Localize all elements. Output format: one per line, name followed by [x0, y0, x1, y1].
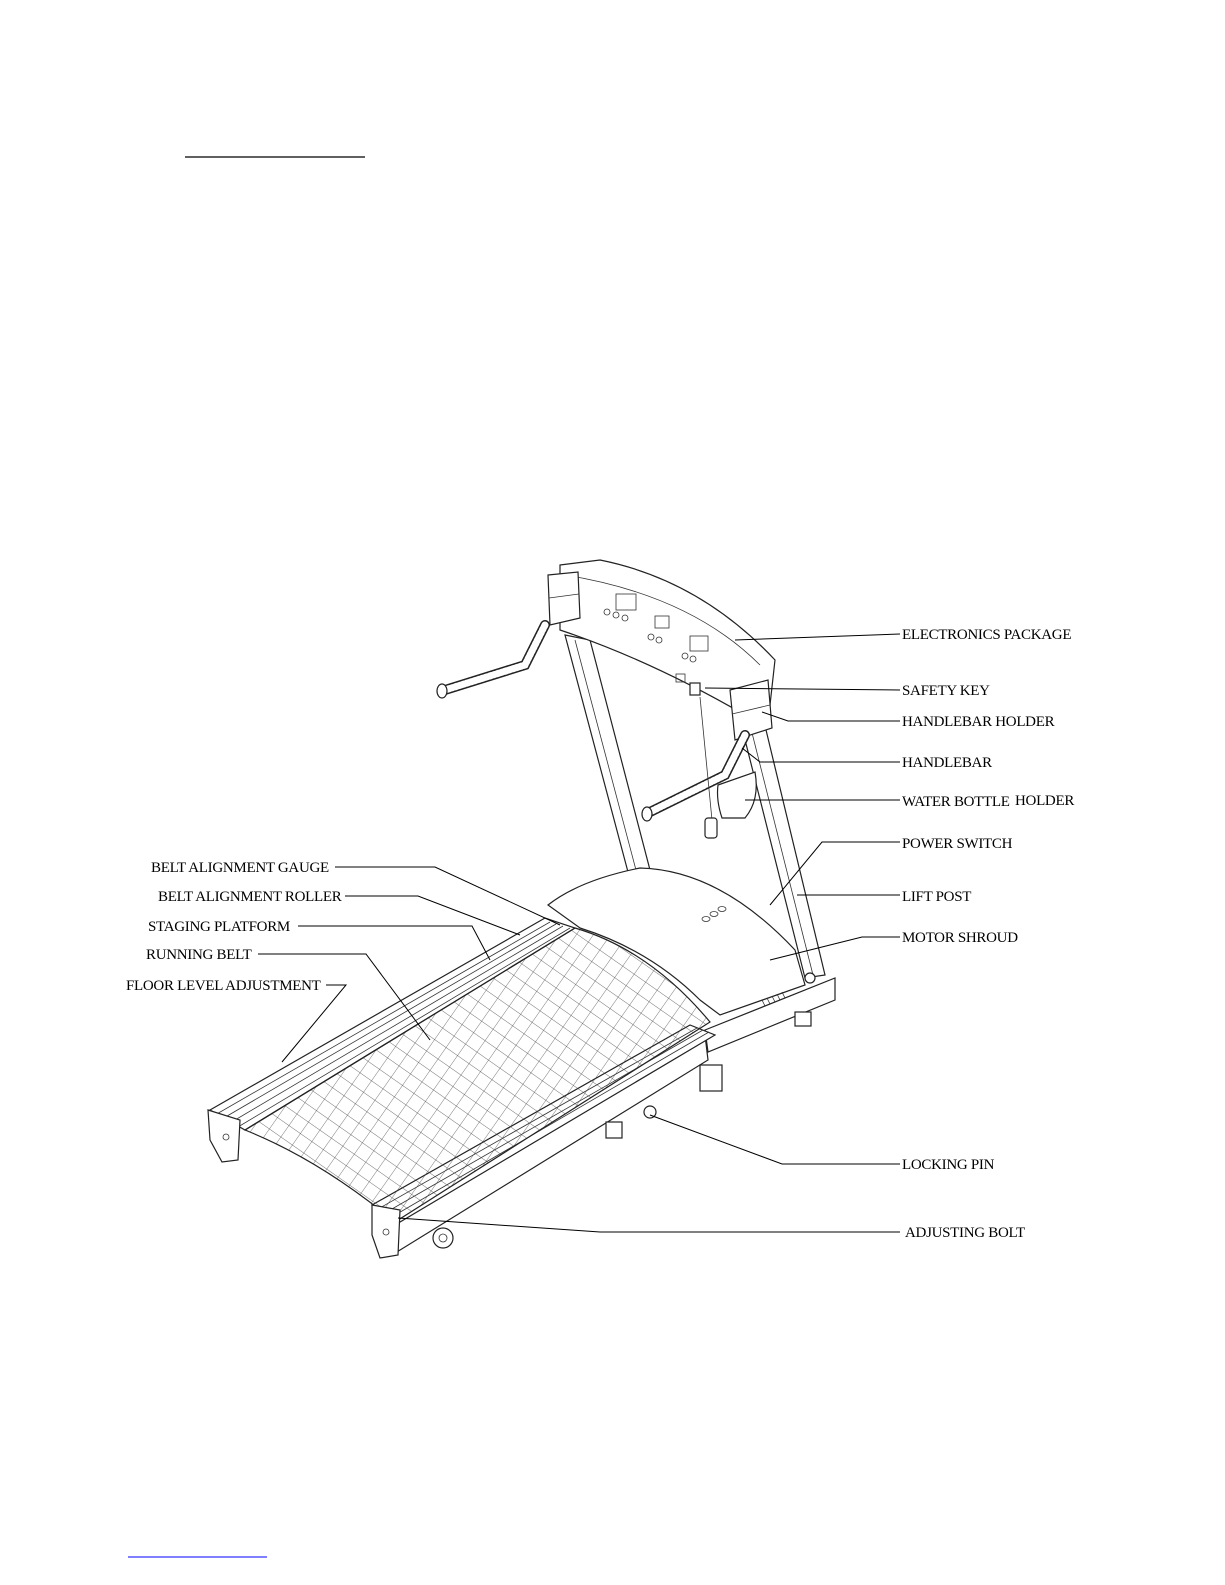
label-locking-pin: LOCKING PIN	[902, 1157, 995, 1173]
treadmill-illustration	[208, 560, 835, 1258]
label-running-belt: RUNNING BELT	[146, 947, 252, 963]
label-belt-alignment-roller: BELT ALIGNMENT ROLLER	[158, 889, 342, 905]
label-power-switch: POWER SWITCH	[902, 836, 1013, 852]
label-belt-alignment-gauge: BELT ALIGNMENT GAUGE	[151, 860, 329, 876]
label-staging-platform: STAGING PLATFORM	[148, 919, 290, 935]
label-adjusting-bolt: ADJUSTING BOLT	[905, 1225, 1025, 1241]
label-electronics-package: ELECTRONICS PACKAGE	[902, 627, 1072, 643]
label-floor-level-adjustment: FLOOR LEVEL ADJUSTMENT	[126, 978, 321, 994]
label-motor-shroud: MOTOR SHROUD	[902, 930, 1018, 946]
label-water-bottle: WATER BOTTLE	[902, 794, 1010, 810]
label-safety-key: SAFETY KEY	[902, 683, 990, 699]
label-handlebar: HANDLEBAR	[902, 755, 992, 771]
label-lift-post: LIFT POST	[902, 889, 972, 905]
label-handlebar-holder: HANDLEBAR HOLDER	[902, 714, 1055, 730]
label-water-bottle-holder: HOLDER	[1015, 793, 1075, 809]
